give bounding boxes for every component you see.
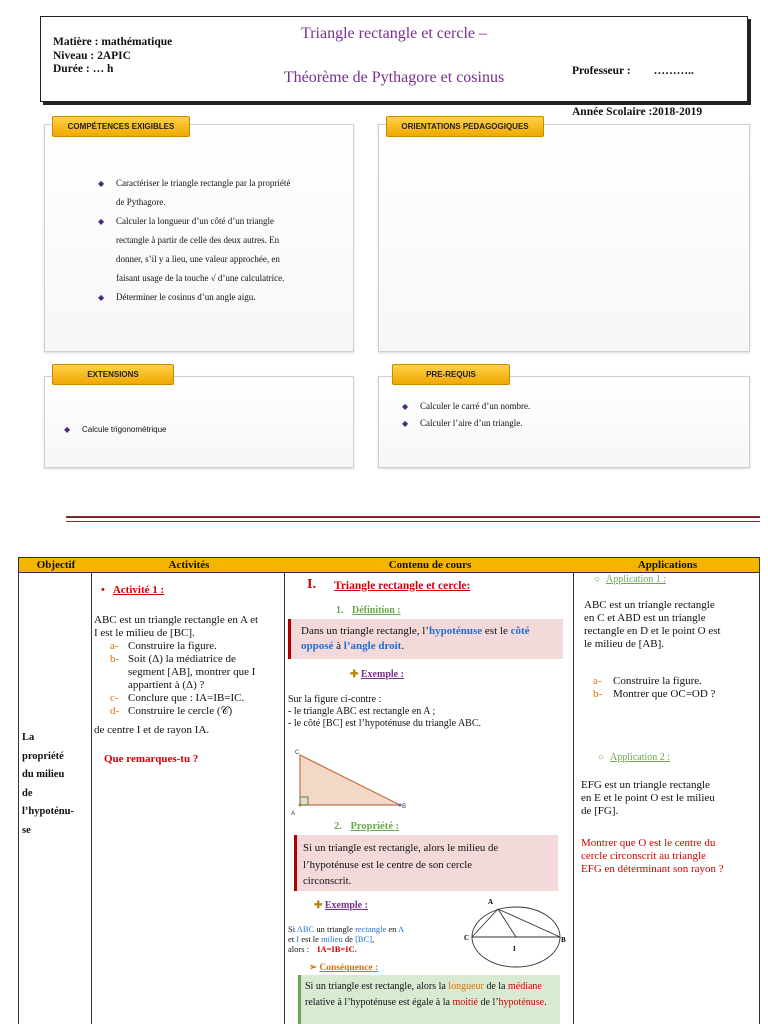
lesson-table (18, 557, 760, 1024)
exemple-text: Sur la figure ci-contre : - le triangle ABC est rectangle en A ; - le côté [BC] est l’hypoténuse du triangle ABC. (288, 694, 482, 729)
definition-heading: 1. Définition : (336, 605, 401, 616)
subject: Matière : mathématique (53, 36, 173, 48)
competences-label: COMPÉTENCES EXIGIBLES (52, 116, 190, 137)
application1-heading: ○ Application 1 : (594, 574, 667, 585)
application2-question: Montrer que O est le centre du cercle circonscrit au triangle EFG en déterminant son rayon ? (581, 837, 724, 875)
header-left (53, 36, 172, 77)
circumcircle-figure (458, 895, 568, 971)
title-line-2: Théorème de Pythagore et cosinus (283, 69, 505, 86)
title-line-1: Triangle rectangle et cercle – (301, 25, 487, 42)
section-number: I. (307, 577, 316, 592)
separator-line (66, 521, 760, 522)
activite-step: a- Construire la figure. (110, 640, 217, 652)
competence-item: ◆ Déterminer le cosinus d’un angle aigu. (98, 288, 348, 307)
professor: Professeur : ……….. (572, 65, 694, 77)
exemple-heading: ✚ Exemple : (350, 669, 404, 680)
section-title: Triangle rectangle et cercle: (334, 580, 471, 592)
consequence-text: Si un triangle est rectangle, alors la longueur de la médiane relative à l’hypoténuse est égale à la moitié de l’hypoténuse. (305, 981, 547, 1008)
activite-step: b- Soit (Δ) la médiatrice de segment [AB], montrer que I appartient à (Δ) ? (110, 653, 256, 691)
extensions-label: EXTENSIONS (52, 364, 174, 385)
activite-question: Que remarques-tu ? (104, 753, 199, 765)
activite-title: • Activité 1 : (101, 584, 165, 596)
activite-intro: ABC est un triangle rectangle en A et I est le milieu de [BC]. (94, 614, 259, 639)
header-box (40, 16, 748, 118)
activite-tail: de centre I et de rayon IA. (94, 724, 210, 736)
consequence-heading: ➢ Conséquence : (309, 963, 379, 973)
activite-steps (110, 640, 282, 718)
header-contenu: Contenu de cours (388, 559, 472, 571)
table-header (18, 557, 760, 573)
level: Niveau : 2APIC (53, 49, 131, 62)
label-i: I (513, 945, 516, 953)
prerequis-item: ◆ Calculer le carré d’un nombre. (402, 398, 702, 415)
label-a: A (291, 811, 296, 817)
label-c: C (464, 934, 470, 942)
header-objectif: Objectif (36, 559, 76, 571)
right-triangle-figure (288, 747, 408, 817)
duration: Durée : … h (53, 63, 114, 75)
propriete-heading: 2. Propriété : (334, 821, 399, 832)
activite-step: c- Conclure que : IA=IB=IC. (110, 692, 245, 704)
propriete-text: Si un triangle est rectangle, alors le milieu de l’hypoténuse est le centre de son cercle circonscrit. (303, 842, 499, 887)
orientations-panel (378, 124, 750, 352)
competence-item: ◆ Calculer la longueur d’un côté d’un triangle rectangle à partir de celle des deux autres. En donner, s’il y a lieu, une valeur approchée, en faisant usage de la touche √ d’une calculatrice. (98, 212, 348, 288)
arrow-icon: ➢ (309, 963, 317, 973)
definition-text: Dans un triangle rectangle, l’hypoténuse est le côté opposé à l’angle droit. (301, 625, 530, 652)
prerequis-list (402, 398, 702, 432)
objectif-text: La propriété du milieu de l’hypoténu- se (22, 732, 74, 836)
school-year: Année Scolaire :2018-2019 (572, 105, 703, 118)
extensions-list (64, 420, 324, 439)
prerequis-label: PRE-REQUIS (392, 364, 510, 385)
application-step: a- Construire la figure. (593, 675, 702, 687)
pin-icon: ✚ (350, 669, 359, 680)
competence-item: ◆ Caractériser le triangle rectangle par la propriété de Pythagore. (98, 174, 348, 212)
header-applications: Applications (637, 559, 698, 571)
orientations-label: ORIENTATIONS PEDAGOGIQUES (386, 116, 544, 137)
label-b: B (402, 804, 407, 810)
activite-step: d- Construire le cercle (𝒞) (110, 705, 233, 717)
application2-heading: ○ Application 2 : (598, 752, 671, 763)
application2-text: EFG est un triangle rectangle en E et le point O est le milieu de [FG]. (581, 779, 715, 817)
extension-item: ◆ Calcule trigonométrique (64, 420, 324, 439)
application1-text: ABC est un triangle rectangle en C et ABD est un triangle rectangle en D et le point O est le milieu de [AB]. (584, 599, 721, 650)
label-c: C (295, 750, 300, 756)
prerequis-item: ◆ Calculer l’aire d’un triangle. (402, 415, 702, 432)
pin-icon: ✚ (314, 900, 323, 911)
inscribed-triangle (472, 909, 560, 937)
separator-line (66, 516, 760, 518)
label-a: A (488, 898, 494, 906)
label-b: B (561, 936, 566, 944)
exemple2-text: Si ABC un triangle rectangle en A et I est le milieu de [BC], alors : IA=IB=IC. (288, 924, 405, 954)
header-activites: Activités (168, 559, 210, 571)
application1-steps (593, 675, 758, 701)
application-step: b- Montrer que OC=OD ? (593, 688, 716, 700)
exemple2-heading: ✚ Exemple : (314, 900, 368, 911)
triangle-shape (300, 755, 400, 805)
competences-list (98, 174, 348, 307)
